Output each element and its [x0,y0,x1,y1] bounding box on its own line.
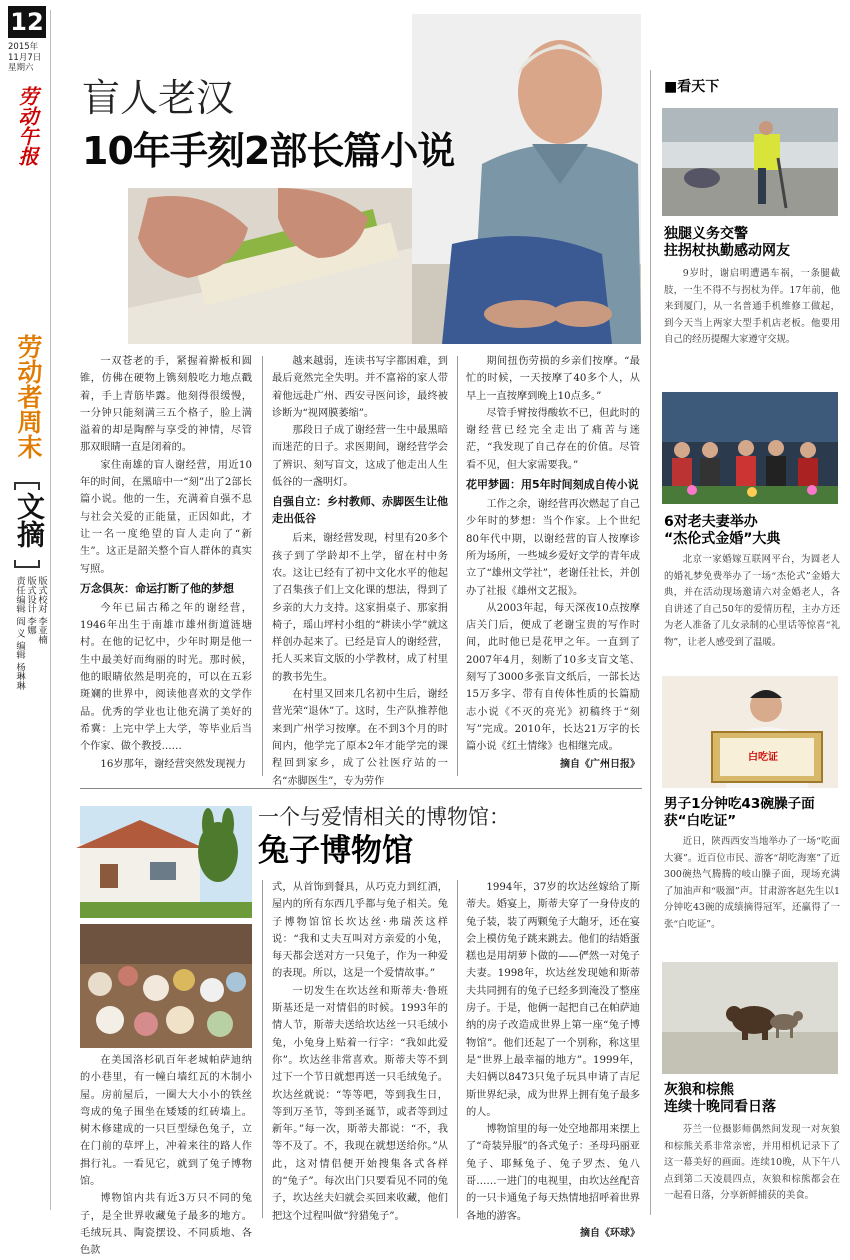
traffic-police-illustration [662,108,838,216]
rabbit-c3-p1: 1994年，37岁的坎达丝嫁给了斯蒂夫。婚宴上，斯蒂夫穿了一身侍皮的兔子装，装了两颗兔子大龅牙，还在宴会上模仿兔子跳来跳去。他们的结婚蛋糕也是用胡萝卜做的——俨然一对兔子夫妻。1998年，坎达丝发现她和斯蒂夫共同拥有的兔子已经多到淹没了整座房子。于是，他俩一起把自己在帕萨迪纳的房子改造成世界上第一座“兔子博物馆”。他们还起了一个别称，称这里是“世界上最幸福的地方”。1999年，夫妇俩以8473只兔子玩具申请了吉尼斯世界纪录，成为世界上拥有兔子最多的人。 [466,882,640,1118]
date-day: 11月7日 [8,52,42,63]
main-subhead-3: 花甲梦圆：用5年时间刻成自传小说 [466,478,639,492]
rabbit-column-3 [466,879,640,1239]
page-number-box [8,6,46,38]
rabbit-col-rule-1 [262,880,263,1218]
main-headline: 10年手刻2部长篇小说 [82,129,455,173]
sidebar-title-2: 6对老夫妻举办 “杰伦式金婚”大典 [664,514,781,547]
main-c1-p1: 一双苍老的手，紧握着擀板和圆锥，仿佛在硬物上镌刻般吃力地点戳着，手上青筋毕露。他刻得很缓慢，一分钟只能刻满三五个格子，脸上满溢着的却是陶醉与享受的神情，尽管那双眼睛一直是闭着的。 [80,356,252,454]
main-subhead-1: 万念俱灰：命运打断了他的梦想 [80,581,234,595]
main-subhead-2: 自强自立：乡村教师、赤脚医生让他走出低谷 [272,495,448,526]
main-story-column-2 [272,353,448,787]
page-number: 12 [10,8,44,36]
main-c3-p4: 从2003年起，每天深夜10点按摩店关门后，便成了老谢宝贵的写作时间，此时他已是花甲之年。一直到了2007年4月，刻断了10多支盲文笔、刻写了3000多张盲文纸后，一部长达15万多字、带有自传体性质的长篇励志小说《不灭的亮光》初稿终于“刻写”完成。2010年，长达21万字的长篇小说《红土情缘》也相继完成。 [466,602,640,753]
main-c3-p1: 期间扭伤劳损的乡亲们按摩。“最忙的时候，一天按摩了40多个人，从早上一直按摩到晚上10点多。” [466,356,640,402]
section-bracket-bottom [14,560,40,568]
issue-date [8,42,48,74]
staff-line-1: 版式校对 李亚楠 [36,576,47,645]
certificate-text: 白吃证 [748,752,778,763]
main-col-rule-1 [262,356,263,776]
main-col-rule-2 [457,356,458,776]
main-source: 摘自《广州日报》 [560,758,640,770]
sidebar-photo-traffic [662,108,838,216]
date-year: 2015年 [8,42,39,52]
sidebar-photo-wolf-bear [662,962,838,1074]
rabbit-house-illustration [80,806,252,918]
sidebar-rule [650,70,651,1215]
main-story-column-1 [80,353,252,779]
rabbit-kicker: 一个与爱情相关的博物馆： [258,805,510,829]
sidebar-title-3: 男子1分钟吃43碗臊子面 获“白吃证” [664,796,815,829]
rabbit-house-photo [80,806,252,918]
rabbit-collection-illustration [80,924,252,1048]
rabbit-col-rule-2 [457,880,458,1218]
main-c2-p1: 越来越弱，连读书写字都困难，到最后竟然完全失明。并不富裕的家人带着他远赴广州、西安寻医问诊，最终被诊断为“视网膜萎缩”。 [272,356,448,419]
masthead-rule [50,10,51,1210]
rabbit-c2-p1: 式，从首饰到餐具，从巧克力到红酒，屋内的所有东西几乎都与兔子相关。兔子博物馆馆长坎达丝·弗瑞茨这样说：“我和丈夫互叫对方亲爱的小兔，每天都会送对方一只兔子，作为一种爱的表现。所以，这是一个爱情故事。” [272,882,448,980]
rabbit-column-2 [272,879,448,1222]
main-story-column-3 [466,353,640,779]
rabbit-c3-p2: 博物馆里的每一处空地都用来摆上了“奇装异服”的各式兔子：圣母玛丽亚兔子、耶稣兔子、兔子罗杰、兔八哥……一进门的电视里，由坎达丝配音的一只卡通兔子每天热情地招呼着世界各地的游客。 [466,1124,640,1222]
main-c2-p3: 后来，谢经营发现，村里有20多个孩子到了学龄却不上学，留在村中务农。这让已经有了初中文化水平的他起了召集孩子们上文化课的想法，得到了乡亲的大力支持。这家捐桌子、那家捐椅子，瑶山坪村小组的“耕读小学”就这样创办起来了。已经是盲人的谢经营，托人买来盲文版的小学教材，成了村里的教书先生。 [272,533,448,683]
sidebar-photo-wedding [662,392,838,504]
main-c1-p4: 16岁那年，谢经营突然发现视力 [100,758,246,770]
braille-hands-illustration [128,188,412,344]
old-man-photo [412,14,641,344]
main-c1-p2: 家住南雄的盲人谢经营，用近10年的时间，在黑暗中一“刻”出了2部长篇小说。他的一生，充满着自强不息与社会关爱的正能量，正因如此，才让一名一度绝望的盲人走向了“新生”。这正是韶关整个盲人群体的真实写照。 [80,459,252,575]
braille-hands-photo [128,188,412,344]
sidebar-title-1: 独腿义务交警 拄拐杖执勤感动网友 [664,226,790,259]
noodle-man-illustration [662,676,838,788]
main-c3-p3: 工作之余，谢经营再次燃起了自己少年时的梦想：当个作家。上个世纪80年代中期，以谢经营的盲人按摩诊所为场所，一些城乡爱好文学的青年成立了“雄州文学社”，老谢任社长，并创办了社报《雄州文艺报》。 [466,499,640,597]
golden-wedding-illustration [662,392,838,504]
subsection-title: 文摘 [13,492,46,548]
paper-logo: 劳动午报 [15,86,39,166]
section-bracket-top [14,482,40,490]
rabbit-source: 摘自《环球》 [580,1227,640,1239]
sidebar-photo-noodles [662,676,838,788]
rabbit-headline: 兔子博物馆 [258,833,413,869]
date-weekday: 星期六 [8,63,34,73]
main-c2-p2: 那段日子成了谢经营一生中最黑暗而迷茫的日子。求医期间，谢经营学会了辨识、刻写盲文，这成了他走出人生低谷的一盏明灯。 [272,425,448,489]
sidebar-text-1: 9岁时，谢启明遭遇车祸，一条腿截肢，一生不得不与拐杖为伴。17年前，他来到厦门，从一名普通手机维修工做起，到今天当上两家大型手机店老板。他要用自己的经历提醒大家遵守交规。 [664,268,840,346]
sidebar-text-2: 北京一家婚嫁互联网平台，为圆老人的婚礼梦免费举办了一场“杰伦式”金婚大典，并在活动现场邀请六对金婚老人，各自讲述了自己50年的爱情历程，主办方还为老人准备了儿女录制的心里话等惊喜“礼物”，让老人感受到了温暖。 [664,554,840,648]
rabbit-c1-p2: 博物馆内共有近3万只不同的兔子，是全世界收藏兔子最多的地方。毛绒玩具、陶瓷摆设、不同质地、各色款 [80,1193,252,1257]
sidebar-text-4: 芬兰一位摄影师偶然间发现一对灰狼和棕熊关系非常亲密，并用相机记录下了这一幕美好的画面。连续10晚，从下午八点到第二天凌晨四点，灰狼和棕熊都会在一起看日落，分享新鲜捕获的美食。 [664,1124,840,1202]
rabbit-collection-photo [80,924,252,1048]
rabbit-c1-p1: 在美国洛杉矶百年老城帕萨迪纳的小巷里，有一幢白墙红瓦的木制小屋。房前屋后，一圈大大小小的铁丝弯成的兔子围坐在矮矮的红砖墙上。树木修建成的一只巨型绿色兔子，立在门前的草坪上，冲着来往的路人作揖行礼。一看见它，就到了兔子博物馆。 [80,1055,252,1188]
rabbit-column-1 [80,1052,252,1257]
old-man-illustration [412,14,641,344]
rabbit-divider [80,788,642,789]
main-c3-p2: 尽管手臂按得酸软不已，但此时的谢经营已经完全走出了痛苦与迷茫，“我发现了自己存在的价值。尽管看不见，但大家需要我。” [466,407,640,471]
rabbit-c2-p2: 一切发生在坎达丝和斯蒂夫·鲁班斯基还是一对情侣的时候。1993年的情人节，斯蒂夫送给坎达丝一只毛绒小兔，小兔身上贴着一行字：“我如此爱你”。坎达丝非常喜欢。斯蒂夫等不到过下一个节日就想再送一只毛绒兔子。坎达丝就说：“等等吧，等到我生日，等到万圣节，等到圣诞节，或者等到过新年。”每一次，斯蒂夫都说：“不，我等不及了。不，我现在就想送给你。”从此，这对情侣便开始搜集各式各样的“兔子”。每次出门只要看见不同的兔子，坎达丝夫妇就会买回来收藏，他们把这个过程叫做“狩猎兔子”。 [272,985,448,1222]
main-c2-p4: 在村里又回来几名初中生后，谢经营光荣“退休”了。这时，生产队推荐他来到广州学习按摩。在不到3个月的时间内，他学完了原本2年才能学完的课程回到家乡，成了公社医疗站的一名“赤脚医生”，专为劳作 [272,689,448,787]
section-title: 劳动者周末 [14,334,43,459]
sidebar-text-3: 近日，陕西西安当地举办了一场“吃面大赛”。近百位市民、游客“胡吃海塞”了近300碗热气腾腾的岐山臊子面，现场充满了加油声和“吸溜”声。甘肃游客赵先生以1分钟吃43碗的成绩摘得冠军，还赢得了一张“白吃证”。 [664,836,840,930]
staff-line-3: 责任编辑 阎 义 编辑 杨琳琳 [14,576,25,691]
staff-line-2: 版式设计 李娜 [25,576,36,635]
sidebar-header: ■看天下 [664,79,720,95]
sidebar-title-4: 灰狼和棕熊 连续十晚同看日落 [664,1082,776,1115]
wolf-bear-illustration [662,962,838,1074]
main-c1-p3: 今年已届古稀之年的谢经营，1946年出生于南雄市雄州街道涟塘村。在他的记忆中，少年时期是他一生中最美好而绚丽的时光。那时候，他的眼睛依然是明亮的，可以在五彩斑斓的世界中，阅读他喜欢的文学作品。优秀的学业也让他充满了美好的希冀：上完中学上大学，等毕业后当个作家、做个教授…… [80,602,252,753]
main-kicker: 盲人老汉 [82,76,235,120]
staff-credits [14,576,47,756]
